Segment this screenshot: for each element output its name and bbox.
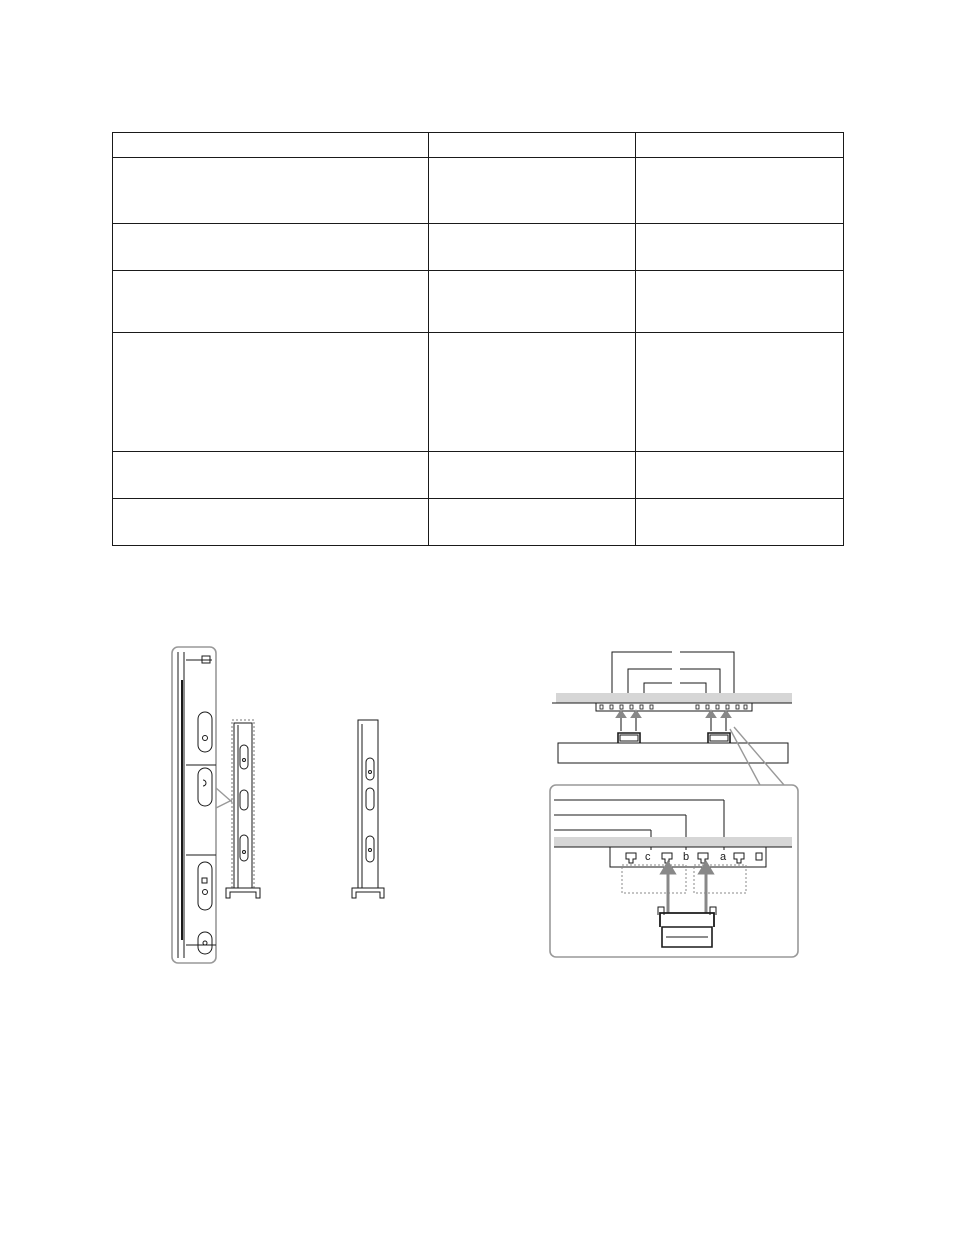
table-cell bbox=[429, 499, 636, 546]
table-cell bbox=[429, 271, 636, 333]
label-b: b bbox=[683, 851, 690, 863]
table-row bbox=[113, 158, 844, 224]
label-a: a bbox=[720, 851, 727, 863]
table-cell bbox=[113, 133, 429, 158]
table-cell bbox=[113, 224, 429, 271]
table-cell bbox=[636, 158, 844, 224]
table-row bbox=[113, 224, 844, 271]
table-cell bbox=[113, 333, 429, 452]
table-cell bbox=[429, 224, 636, 271]
table-cell bbox=[636, 224, 844, 271]
table-row bbox=[113, 452, 844, 499]
table-cell bbox=[113, 158, 429, 224]
table-cell bbox=[429, 158, 636, 224]
table-cell bbox=[113, 271, 429, 333]
table-cell bbox=[429, 133, 636, 158]
top-view-drawing bbox=[548, 645, 804, 963]
table-cell bbox=[113, 499, 429, 546]
table-row bbox=[113, 271, 844, 333]
table-cell bbox=[636, 333, 844, 452]
top-view-figure bbox=[548, 645, 804, 963]
label-c: c bbox=[645, 851, 651, 863]
table-cell bbox=[113, 452, 429, 499]
table-cell bbox=[636, 499, 844, 546]
table-cell bbox=[429, 333, 636, 452]
table-row bbox=[113, 133, 844, 158]
table-cell bbox=[429, 452, 636, 499]
table-cell bbox=[636, 452, 844, 499]
table-row bbox=[113, 499, 844, 546]
table-cell bbox=[636, 271, 844, 333]
table-cell bbox=[636, 133, 844, 158]
spec-table bbox=[112, 132, 844, 546]
side-view-figure bbox=[160, 640, 400, 970]
table-row bbox=[113, 333, 844, 452]
side-view-drawing bbox=[160, 640, 400, 970]
